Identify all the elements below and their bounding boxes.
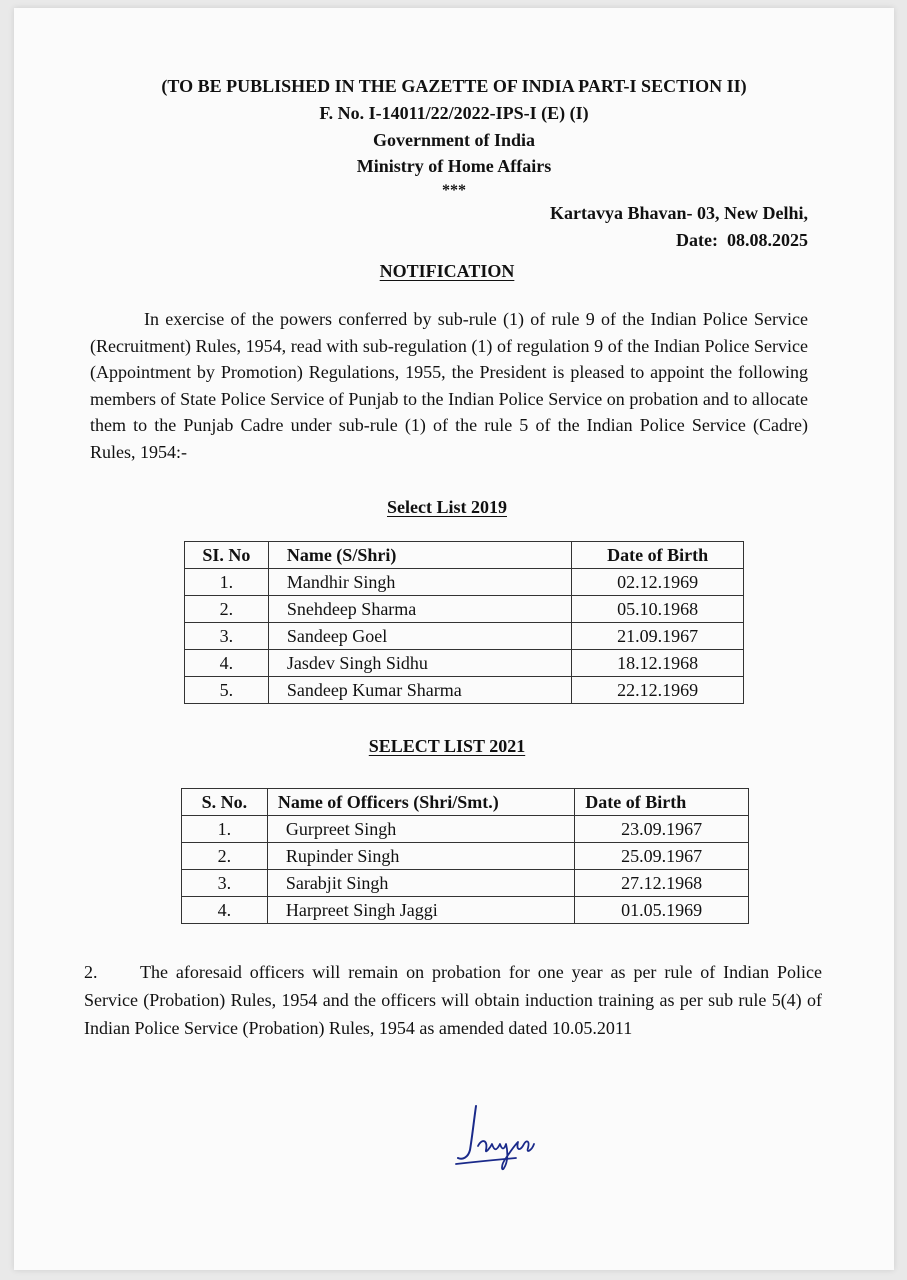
name-cell: Sarabjit Singh (267, 870, 574, 897)
paragraph-2-text: The aforesaid officers will remain on probation for one year as per rule of Indian Police Service (Probation) Rules, 1954 and the officers will obtain induction training as per sub rule 5(4) of Indian Police Service (Probation) Rules, 1954 as amended dated 10.05.2011 (84, 962, 822, 1038)
table-row (185, 650, 744, 677)
serial-cell: 3. (185, 623, 269, 650)
serial-cell: 4. (185, 650, 269, 677)
column-header: Date of Birth (575, 789, 749, 816)
date-line: Date: 08.08.2025 (676, 230, 808, 250)
serial-cell: 1. (182, 816, 268, 843)
table-row (185, 596, 744, 623)
ministry-line: Ministry of Home Affairs (356, 156, 552, 176)
name-cell: Mandhir Singh (268, 569, 571, 596)
name-cell: Rupinder Singh (267, 843, 574, 870)
select-list-2021-title: SELECT LIST 2021 (368, 736, 526, 756)
serial-cell: 4. (182, 897, 268, 924)
column-header: Date of Birth (572, 542, 744, 569)
dob-cell: 25.09.1967 (575, 843, 749, 870)
dob-cell: 27.12.1968 (575, 870, 749, 897)
paragraph-2 (84, 958, 822, 1042)
signature-image (454, 1098, 564, 1178)
table-header-row (185, 542, 744, 569)
serial-cell: 1. (185, 569, 269, 596)
dob-cell: 23.09.1967 (575, 816, 749, 843)
table-header-row (182, 789, 749, 816)
dob-cell: 22.12.1969 (572, 677, 744, 704)
select-list-2019-title: Select List 2019 (387, 497, 507, 517)
file-number: F. No. I-14011/22/2022-IPS-I (E) (I) (319, 103, 589, 123)
paragraph-1: In exercise of the powers conferred by sub-rule (1) of rule 9 of the Indian Police Service (Recruitment) Rules, 1954, read with sub-regulation (1) of regulation 9 of the Indian Police Service (Appointment by Promotion) Regulations, 1955, the President is pleased to appoint the following members of State Police Service of Punjab to the Indian Police Service on probation and to allocate them to the Punjab Cadre under sub-rule (1) of the rule 5 of the Indian Police Service (Cadre) Rules, 1954:- (90, 309, 808, 462)
gazette-heading: (TO BE PUBLISHED IN THE GAZETTE OF INDIA PART-I SECTION II) (161, 76, 747, 96)
select-list-2021-table (181, 788, 749, 924)
table-row (182, 897, 749, 924)
table-row (185, 677, 744, 704)
table-row (185, 623, 744, 650)
dob-cell: 05.10.1968 (572, 596, 744, 623)
stars-separator: *** (442, 182, 466, 199)
dob-cell: 01.05.1969 (575, 897, 749, 924)
name-cell: Jasdev Singh Sidhu (268, 650, 571, 677)
dob-cell: 21.09.1967 (572, 623, 744, 650)
column-header: S. No. (182, 789, 268, 816)
name-cell: Sandeep Goel (268, 623, 571, 650)
government-line: Government of India (373, 130, 535, 150)
column-header: Name of Officers (Shri/Smt.) (267, 789, 574, 816)
notification-title: NOTIFICATION (379, 261, 515, 281)
dob-cell: 02.12.1969 (572, 569, 744, 596)
place-line: Kartavya Bhavan- 03, New Delhi, (550, 203, 808, 223)
paragraph-2-number: 2. (84, 962, 98, 982)
name-cell: Snehdeep Sharma (268, 596, 571, 623)
serial-cell: 2. (182, 843, 268, 870)
serial-cell: 5. (185, 677, 269, 704)
name-cell: Harpreet Singh Jaggi (267, 897, 574, 924)
table-row (182, 843, 749, 870)
dob-cell: 18.12.1968 (572, 650, 744, 677)
name-cell: Sandeep Kumar Sharma (268, 677, 571, 704)
serial-cell: 2. (185, 596, 269, 623)
select-list-2019-table (184, 541, 744, 704)
table-row (185, 569, 744, 596)
name-cell: Gurpreet Singh (267, 816, 574, 843)
document-page (14, 8, 894, 1270)
column-header: SI. No (185, 542, 269, 569)
table-row (182, 816, 749, 843)
table-row (182, 870, 749, 897)
serial-cell: 3. (182, 870, 268, 897)
column-header: Name (S/Shri) (268, 542, 571, 569)
